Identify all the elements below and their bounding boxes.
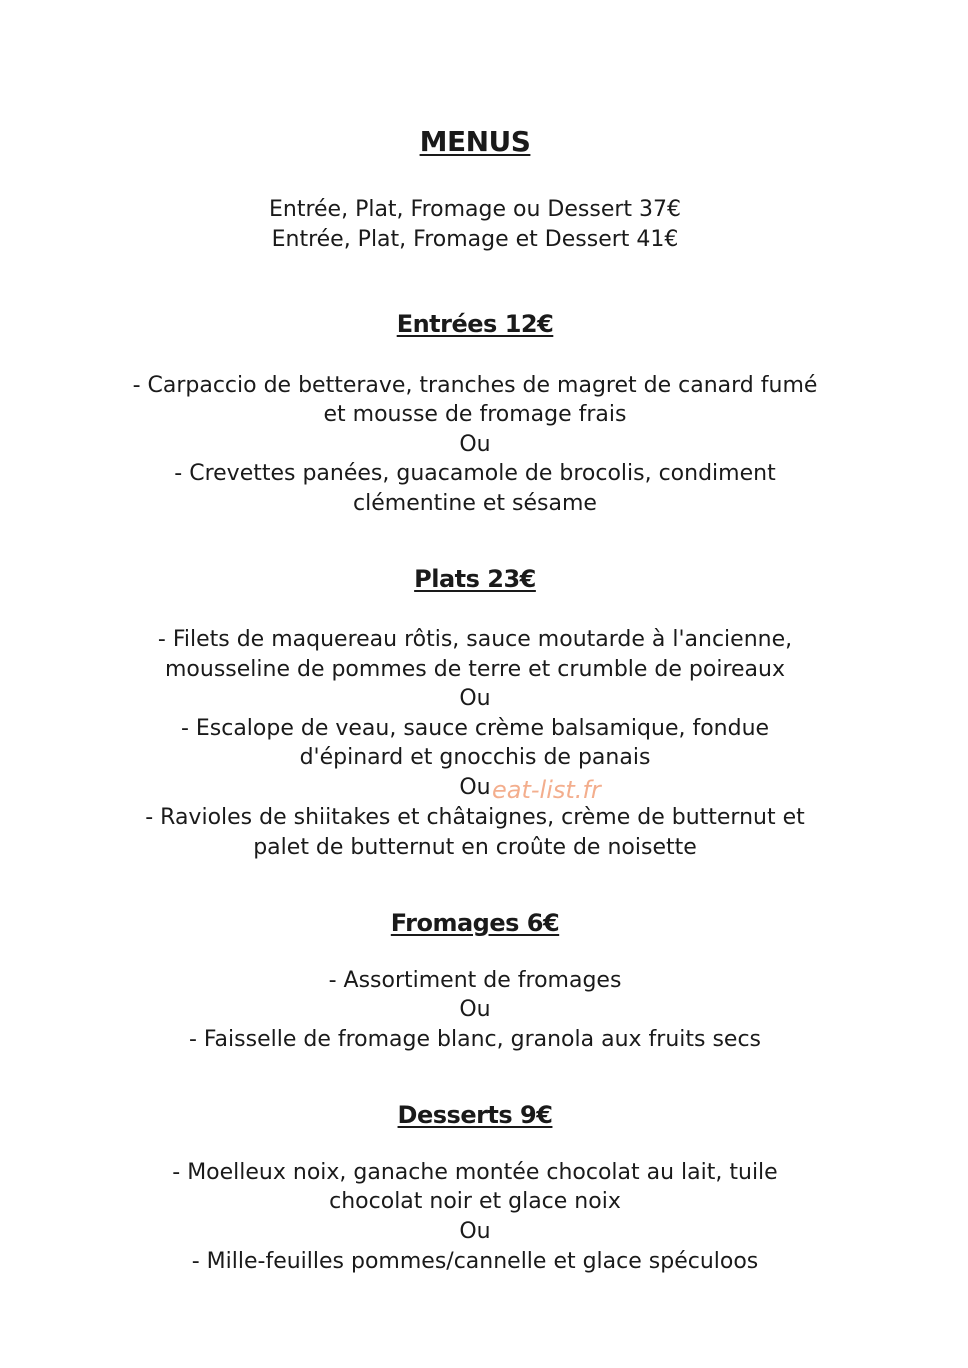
separator-ou: Ou [459, 775, 491, 800]
section-heading-desserts: Desserts 9€ [397, 1101, 553, 1129]
menu-item-line: - Mille-feuilles pommes/cannelle et glace spéculoos [191, 1249, 759, 1274]
menu-item-line: - Faisselle de fromage blanc, granola aux fruits secs [188, 1027, 762, 1052]
formula-line: Entrée, Plat, Fromage ou Dessert 37€ [268, 197, 682, 222]
menu-item-line: mousseline de pommes de terre et crumble de poireaux [164, 657, 785, 682]
menu-item-line: - Escalope de veau, sauce crème balsamique, fondue [180, 716, 770, 741]
watermark-logo: eat-list.fr [492, 776, 601, 804]
section-heading-entrees: Entrées 12€ [396, 310, 554, 338]
section-heading-plats: Plats 23€ [414, 565, 536, 593]
menu-item-line: - Assortiment de fromages [328, 968, 622, 993]
separator-ou: Ou [459, 432, 491, 457]
page-title: MENUS [419, 125, 531, 158]
menu-item-line: - Filets de maquereau rôtis, sauce moutarde à l'ancienne, [157, 627, 793, 652]
separator-ou: Ou [459, 997, 491, 1022]
menu-item-line: - Moelleux noix, ganache montée chocolat au lait, tuile [172, 1160, 778, 1185]
separator-ou: Ou [459, 686, 491, 711]
menu-item-line: - Carpaccio de betterave, tranches de magret de canard fumé [132, 373, 818, 398]
menu-item-line: d'épinard et gnocchis de panais [299, 745, 651, 770]
menu-item-line: clémentine et sésame [353, 491, 597, 516]
separator-ou: Ou [459, 1219, 491, 1244]
menu-item-line: palet de butternut en croûte de noisette [253, 835, 697, 860]
menu-item-line: chocolat noir et glace noix [329, 1189, 621, 1214]
menu-item-line: - Ravioles de shiitakes et châtaignes, crème de butternut et [145, 805, 805, 830]
menu-item-line: et mousse de fromage frais [323, 402, 627, 427]
formula-line: Entrée, Plat, Fromage et Dessert 41€ [271, 227, 679, 252]
section-heading-fromages: Fromages 6€ [390, 909, 560, 937]
menu-item-line: - Crevettes panées, guacamole de brocolis, condiment [174, 461, 776, 486]
